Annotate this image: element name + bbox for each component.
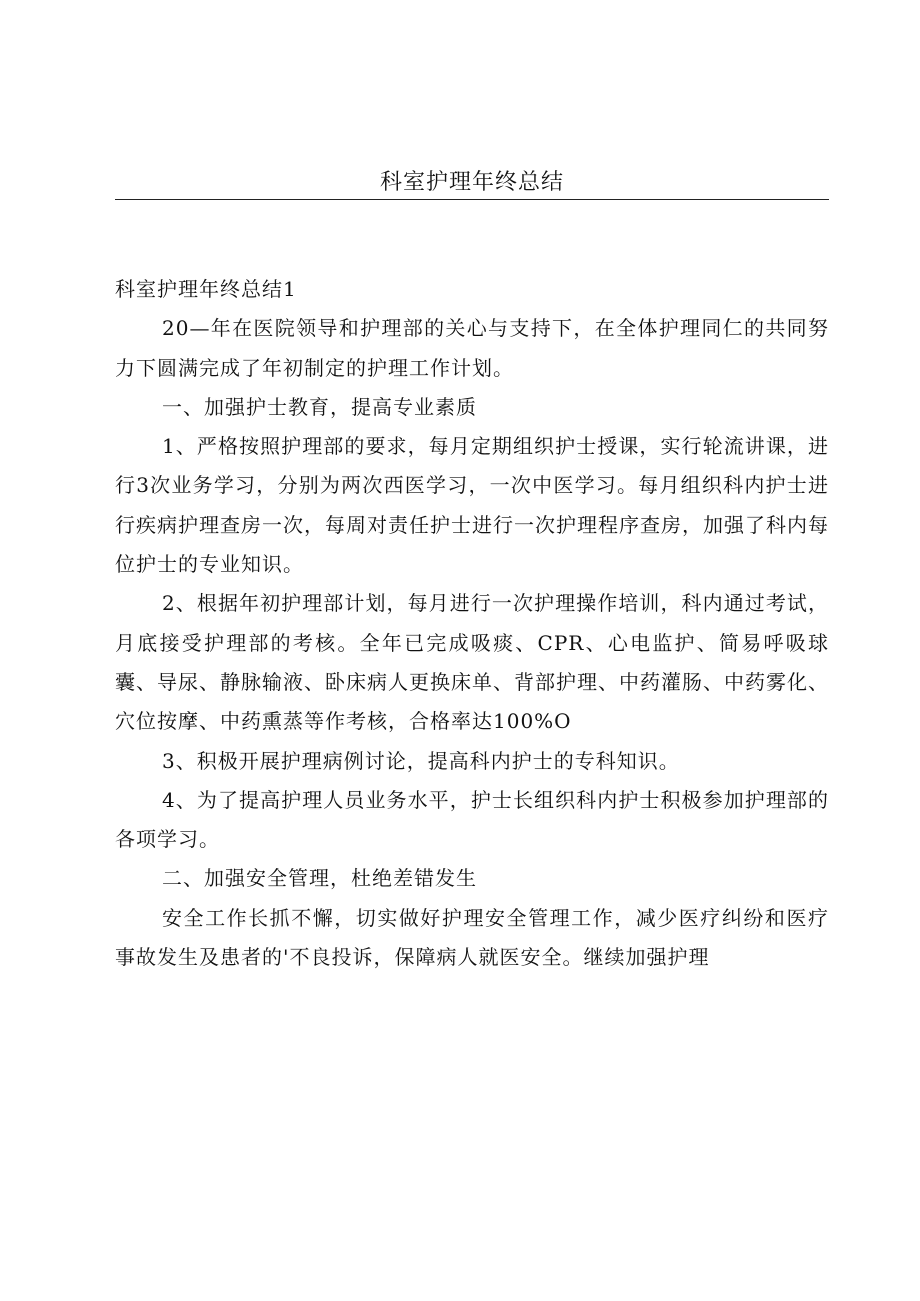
document-body (115, 270, 829, 977)
section-heading: 科室护理年终总结1 (115, 277, 297, 301)
subheading-safety: 二、加强安全管理，杜绝差错发生 (162, 866, 477, 891)
document-title: 科室护理年终总结 (379, 170, 564, 195)
paragraph-item-4: 4、为了提高护理人员业务水平，护士长组织科内护士积极参加护理部的各项学习。 (115, 787, 829, 852)
paragraph-safety: 安全工作长抓不懈，切实做好护理安全管理工作，减少医疗纠纷和医疗事故发生及患者的'不良投诉，保障病人就医安全。继续加强护理 (115, 905, 829, 970)
paragraph-item-1: 1、严格按照护理部的要求，每月定期组织护士授课，实行轮流讲课，进行3次业务学习，分别为两次西医学习，一次中医学习。每月组织科内护士进行疾病护理查房一次，每周对责任护士进行一次护理程序查房，加强了科内每位护士的专业知识。 (115, 434, 829, 577)
title-underline (115, 199, 829, 200)
paragraph-intro: 20—年在医院领导和护理部的关心与支持下，在全体护理同仁的共同努力下圆满完成了年初制定的护理工作计划。 (115, 316, 829, 380)
paragraph-item-2: 2、根据年初护理部计划，每月进行一次护理操作培训，科内通过考试，月底接受护理部的考核。全年已完成吸痰、CPR、心电监护、简易呼吸球囊、导尿、静脉输液、卧床病人更换床单、背部护理、中药灌肠、中药雾化、穴位按摩、中药熏蒸等作考核，合格率达100%O (115, 591, 829, 734)
paragraph-item-3: 3、积极开展护理病例讨论，提高科内护士的专科知识。 (162, 748, 680, 773)
subheading-education: 一、加强护士教育，提高专业素质 (162, 394, 477, 419)
